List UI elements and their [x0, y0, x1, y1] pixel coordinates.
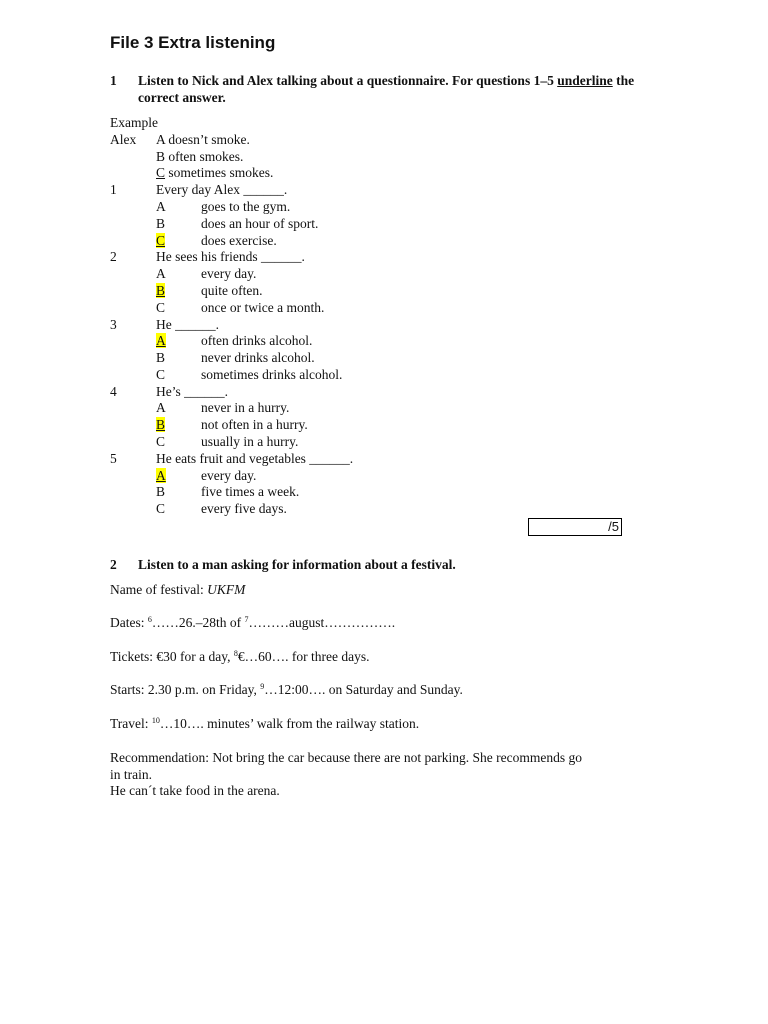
festival-travel-line: Travel: $^{10}$…10…. minutes’ walk from the railway station. [110, 716, 420, 731]
item-5-option-c-text: every five days. [201, 501, 287, 516]
item-5-option-c-letter: C [156, 501, 166, 516]
item-5-option-b-letter: B [156, 484, 166, 499]
item-1-stem: Every day Alex ______. [156, 182, 288, 197]
item-2-option-c-text: once or twice a month. [201, 300, 325, 315]
item-3-option-b-letter: B [156, 350, 166, 365]
selected-answer-highlight: B [156, 417, 166, 432]
question-1-number: 1 [110, 73, 117, 88]
example-option-b: B often smokes. [156, 149, 244, 164]
item-2-number: 2 [110, 249, 117, 264]
item-2-option-b-letter [156, 282, 165, 299]
recommendation-line-3: He can´t take food in the arena. [110, 783, 280, 798]
page-title: File 3 Extra listening [110, 33, 276, 52]
selected-answer-highlight: A [156, 333, 166, 348]
item-4-stem: He’s ______. [156, 384, 228, 399]
item-1-option-c-text: does exercise. [201, 233, 277, 248]
example-option-a: A doesn’t smoke. [156, 132, 250, 147]
item-3-option-c-letter: C [156, 367, 166, 382]
recommendation-line-1: Recommendation: Not bring the car because there are not parking. She recommends go [110, 750, 582, 765]
item-2-option-c-letter: C [156, 300, 166, 315]
item-1-number: 1 [110, 182, 117, 197]
item-1-option-c-letter [156, 232, 165, 249]
question-2-number: 2 [110, 557, 117, 572]
item-4-number: 4 [110, 384, 117, 399]
selected-answer-highlight: B [156, 283, 166, 298]
festival-tickets-line: Tickets: €30 for a day, $^8$€…60…. for three days. [110, 649, 370, 664]
item-1-option-a-text: goes to the gym. [201, 199, 291, 214]
item-5-stem: He eats fruit and vegetables ______. [156, 451, 354, 466]
item-3-stem: He ______. [156, 317, 219, 332]
selected-answer-highlight: C [156, 233, 166, 248]
example-option-c: C sometimes smokes. [156, 165, 274, 180]
item-4-option-c-text: usually in a hurry. [201, 434, 299, 449]
item-4-option-a-letter: A [156, 400, 166, 415]
item-3-option-a-letter [156, 332, 166, 349]
selected-answer-highlight: A [156, 468, 166, 483]
item-2-option-b-text: quite often. [201, 283, 263, 298]
underline-word: underline [557, 73, 613, 88]
festival-starts-line: Starts: 2.30 p.m. on Friday, $^9$…12:00…. on Saturday and Sunday. [110, 682, 463, 697]
example-speaker: Alex [110, 132, 137, 147]
item-3-number: 3 [110, 317, 117, 332]
festival-dates-line: Dates: $^6$……26.–28th of $^7$………august……………. [110, 615, 396, 630]
item-3-option-b-text: never drinks alcohol. [201, 350, 315, 365]
item-3-option-a-text: often drinks alcohol. [201, 333, 313, 348]
item-1-option-a-letter: A [156, 199, 166, 214]
example-label: Example [110, 115, 158, 130]
recommendation-line-2: in train. [110, 767, 152, 782]
question-2-instruction: Listen to a man asking for information about a festival. [138, 557, 456, 572]
festival-name-value: UKFM [207, 582, 246, 597]
item-3-option-c-text: sometimes drinks alcohol. [201, 367, 343, 382]
item-5-option-b-text: five times a week. [201, 484, 300, 499]
item-5-option-a-letter [156, 467, 166, 484]
example-answer-letter: C [156, 165, 166, 180]
item-5-option-a-text: every day. [201, 468, 257, 483]
question-1-instruction: Listen to Nick and Alex talking about a questionnaire. For questions 1–5 underline the correct answer. [138, 73, 635, 105]
item-4-option-b-text: not often in a hurry. [201, 417, 308, 432]
score-box: /5 [528, 518, 622, 536]
item-4-option-a-text: never in a hurry. [201, 400, 290, 415]
item-2-option-a-letter: A [156, 266, 166, 281]
item-2-option-a-text: every day. [201, 266, 257, 281]
item-2-stem: He sees his friends ______. [156, 249, 305, 264]
item-1-option-b-text: does an hour of sport. [201, 216, 319, 231]
item-1-option-b-letter: B [156, 216, 166, 231]
item-5-number: 5 [110, 451, 117, 466]
festival-name-line: Name of festival: UKFM [110, 582, 246, 597]
item-4-option-c-letter: C [156, 434, 166, 449]
item-4-option-b-letter [156, 416, 165, 433]
